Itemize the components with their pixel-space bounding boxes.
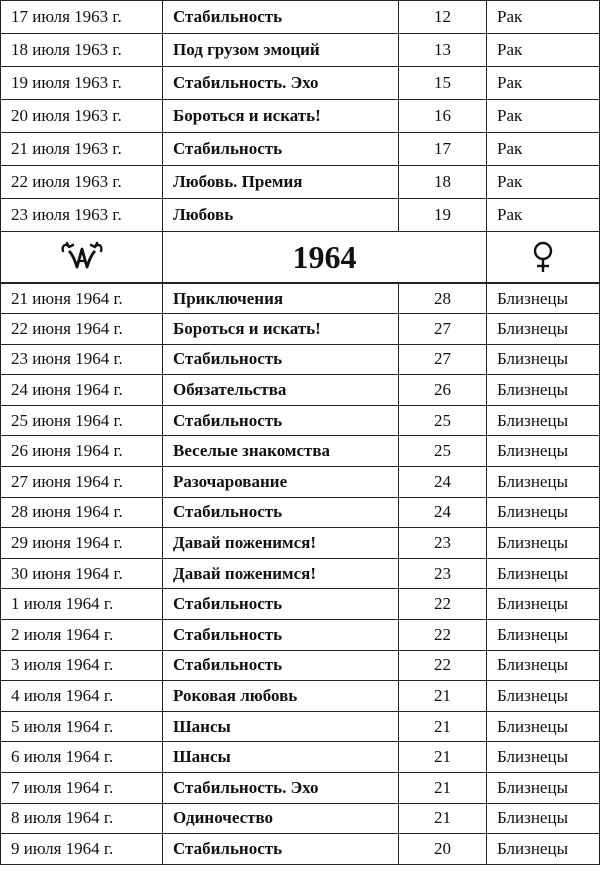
- table-row: [1, 1, 600, 34]
- sign-cell: Близнецы: [487, 558, 600, 589]
- table-row: [1, 742, 600, 773]
- theme-cell: Бороться и искать!: [163, 314, 399, 345]
- number-cell: 24: [399, 467, 487, 498]
- table-row: [1, 558, 600, 589]
- table-row: [1, 375, 600, 406]
- theme-cell: Роковая любовь: [163, 681, 399, 712]
- sign-cell: Близнецы: [487, 497, 600, 528]
- sign-cell: Рак: [487, 133, 600, 166]
- table-row: [1, 283, 600, 314]
- theme-cell: Обязательства: [163, 375, 399, 406]
- number-cell: 26: [399, 375, 487, 406]
- left-symbol-cell: [1, 232, 163, 284]
- date-cell: 22 июня 1964 г.: [1, 314, 163, 345]
- theme-cell: Давай поженимся!: [163, 558, 399, 589]
- number-cell: 28: [399, 283, 487, 314]
- theme-cell: Веселые знакомства: [163, 436, 399, 467]
- theme-cell: Стабильность. Эхо: [163, 67, 399, 100]
- table-row: [1, 803, 600, 834]
- number-cell: 18: [399, 166, 487, 199]
- sign-cell: Рак: [487, 67, 600, 100]
- number-cell: 27: [399, 344, 487, 375]
- sign-cell: Рак: [487, 199, 600, 232]
- number-cell: 22: [399, 650, 487, 681]
- number-cell: 16: [399, 100, 487, 133]
- date-cell: 1 июля 1964 г.: [1, 589, 163, 620]
- date-cell: 2 июля 1964 г.: [1, 620, 163, 651]
- number-cell: 21: [399, 711, 487, 742]
- date-cell: 27 июня 1964 г.: [1, 467, 163, 498]
- sign-cell: Близнецы: [487, 405, 600, 436]
- date-cell: 29 июня 1964 г.: [1, 528, 163, 559]
- theme-cell: Стабильность: [163, 405, 399, 436]
- table-row: [1, 711, 600, 742]
- theme-cell: Под грузом эмоций: [163, 34, 399, 67]
- sign-cell: Близнецы: [487, 589, 600, 620]
- number-cell: 12: [399, 1, 487, 34]
- date-cell: 19 июля 1963 г.: [1, 67, 163, 100]
- theme-cell: Шансы: [163, 711, 399, 742]
- theme-cell: Стабильность: [163, 497, 399, 528]
- sign-cell: Близнецы: [487, 344, 600, 375]
- venus-glyph-icon: [530, 240, 556, 274]
- date-cell: 20 июля 1963 г.: [1, 100, 163, 133]
- date-cell: 17 июля 1963 г.: [1, 1, 163, 34]
- sign-cell: Близнецы: [487, 742, 600, 773]
- table-row: [1, 834, 600, 865]
- table-row: [1, 681, 600, 712]
- sign-cell: Близнецы: [487, 620, 600, 651]
- theme-cell: Давай поженимся!: [163, 528, 399, 559]
- theme-cell: Стабильность: [163, 344, 399, 375]
- sign-cell: Близнецы: [487, 283, 600, 314]
- table-row: [1, 34, 600, 67]
- theme-cell: Любовь. Премия: [163, 166, 399, 199]
- table-row: [1, 467, 600, 498]
- theme-cell: Шансы: [163, 742, 399, 773]
- sign-cell: Близнецы: [487, 375, 600, 406]
- table-row: [1, 528, 600, 559]
- sign-cell: Близнецы: [487, 528, 600, 559]
- date-cell: 21 июля 1963 г.: [1, 133, 163, 166]
- table-row: [1, 773, 600, 804]
- theme-cell: Стабильность: [163, 620, 399, 651]
- date-cell: 6 июля 1964 г.: [1, 742, 163, 773]
- table-row: [1, 199, 600, 232]
- table-row: [1, 314, 600, 345]
- table-row: [1, 67, 600, 100]
- sign-cell: Близнецы: [487, 711, 600, 742]
- date-cell: 8 июля 1964 г.: [1, 803, 163, 834]
- theme-cell: Стабильность: [163, 650, 399, 681]
- year-row: [1, 232, 600, 284]
- date-cell: 30 июня 1964 г.: [1, 558, 163, 589]
- table-row: [1, 497, 600, 528]
- date-cell: 23 июля 1963 г.: [1, 199, 163, 232]
- number-cell: 23: [399, 528, 487, 559]
- table-row: [1, 344, 600, 375]
- number-cell: 17: [399, 133, 487, 166]
- number-cell: 21: [399, 681, 487, 712]
- sign-cell: Близнецы: [487, 681, 600, 712]
- table-row: [1, 436, 600, 467]
- date-cell: 23 июня 1964 г.: [1, 344, 163, 375]
- date-cell: 4 июля 1964 г.: [1, 681, 163, 712]
- table-row: [1, 166, 600, 199]
- number-cell: 25: [399, 405, 487, 436]
- theme-cell: Приключения: [163, 283, 399, 314]
- number-cell: 13: [399, 34, 487, 67]
- date-cell: 9 июля 1964 г.: [1, 834, 163, 865]
- theme-cell: Стабильность. Эхо: [163, 773, 399, 804]
- year-label: 1964: [163, 232, 487, 284]
- date-cell: 18 июля 1963 г.: [1, 34, 163, 67]
- date-cell: 24 июня 1964 г.: [1, 375, 163, 406]
- theme-cell: Стабильность: [163, 834, 399, 865]
- number-cell: 21: [399, 773, 487, 804]
- number-cell: 27: [399, 314, 487, 345]
- aries-glyph-icon: [59, 241, 105, 273]
- theme-cell: Стабильность: [163, 133, 399, 166]
- table-row: [1, 620, 600, 651]
- number-cell: 22: [399, 620, 487, 651]
- number-cell: 25: [399, 436, 487, 467]
- number-cell: 21: [399, 742, 487, 773]
- table-row: [1, 133, 600, 166]
- sign-cell: Близнецы: [487, 467, 600, 498]
- date-cell: 3 июля 1964 г.: [1, 650, 163, 681]
- sign-cell: Рак: [487, 100, 600, 133]
- date-cell: 21 июня 1964 г.: [1, 283, 163, 314]
- sign-cell: Близнецы: [487, 773, 600, 804]
- table-row: [1, 650, 600, 681]
- number-cell: 24: [399, 497, 487, 528]
- date-cell: 25 июня 1964 г.: [1, 405, 163, 436]
- theme-cell: Разочарование: [163, 467, 399, 498]
- sign-cell: Близнецы: [487, 650, 600, 681]
- sign-cell: Близнецы: [487, 314, 600, 345]
- date-cell: 5 июля 1964 г.: [1, 711, 163, 742]
- theme-cell: Стабильность: [163, 1, 399, 34]
- sign-cell: Близнецы: [487, 436, 600, 467]
- rows-1964: [1, 283, 600, 864]
- year-header-1964: [1, 232, 600, 284]
- right-symbol-cell: [487, 232, 600, 284]
- number-cell: 23: [399, 558, 487, 589]
- sign-cell: Рак: [487, 34, 600, 67]
- table-row: [1, 405, 600, 436]
- number-cell: 15: [399, 67, 487, 100]
- date-cell: 26 июня 1964 г.: [1, 436, 163, 467]
- table-row: [1, 100, 600, 133]
- rows-1963: [1, 1, 600, 232]
- number-cell: 20: [399, 834, 487, 865]
- date-cell: 7 июля 1964 г.: [1, 773, 163, 804]
- number-cell: 21: [399, 803, 487, 834]
- number-cell: 22: [399, 589, 487, 620]
- date-cell: 28 июня 1964 г.: [1, 497, 163, 528]
- theme-cell: Одиночество: [163, 803, 399, 834]
- number-cell: 19: [399, 199, 487, 232]
- date-cell: 22 июля 1963 г.: [1, 166, 163, 199]
- sign-cell: Близнецы: [487, 803, 600, 834]
- sign-cell: Близнецы: [487, 834, 600, 865]
- table-row: [1, 589, 600, 620]
- sign-cell: Рак: [487, 1, 600, 34]
- theme-cell: Бороться и искать!: [163, 100, 399, 133]
- theme-cell: Стабильность: [163, 589, 399, 620]
- sign-cell: Рак: [487, 166, 600, 199]
- theme-cell: Любовь: [163, 199, 399, 232]
